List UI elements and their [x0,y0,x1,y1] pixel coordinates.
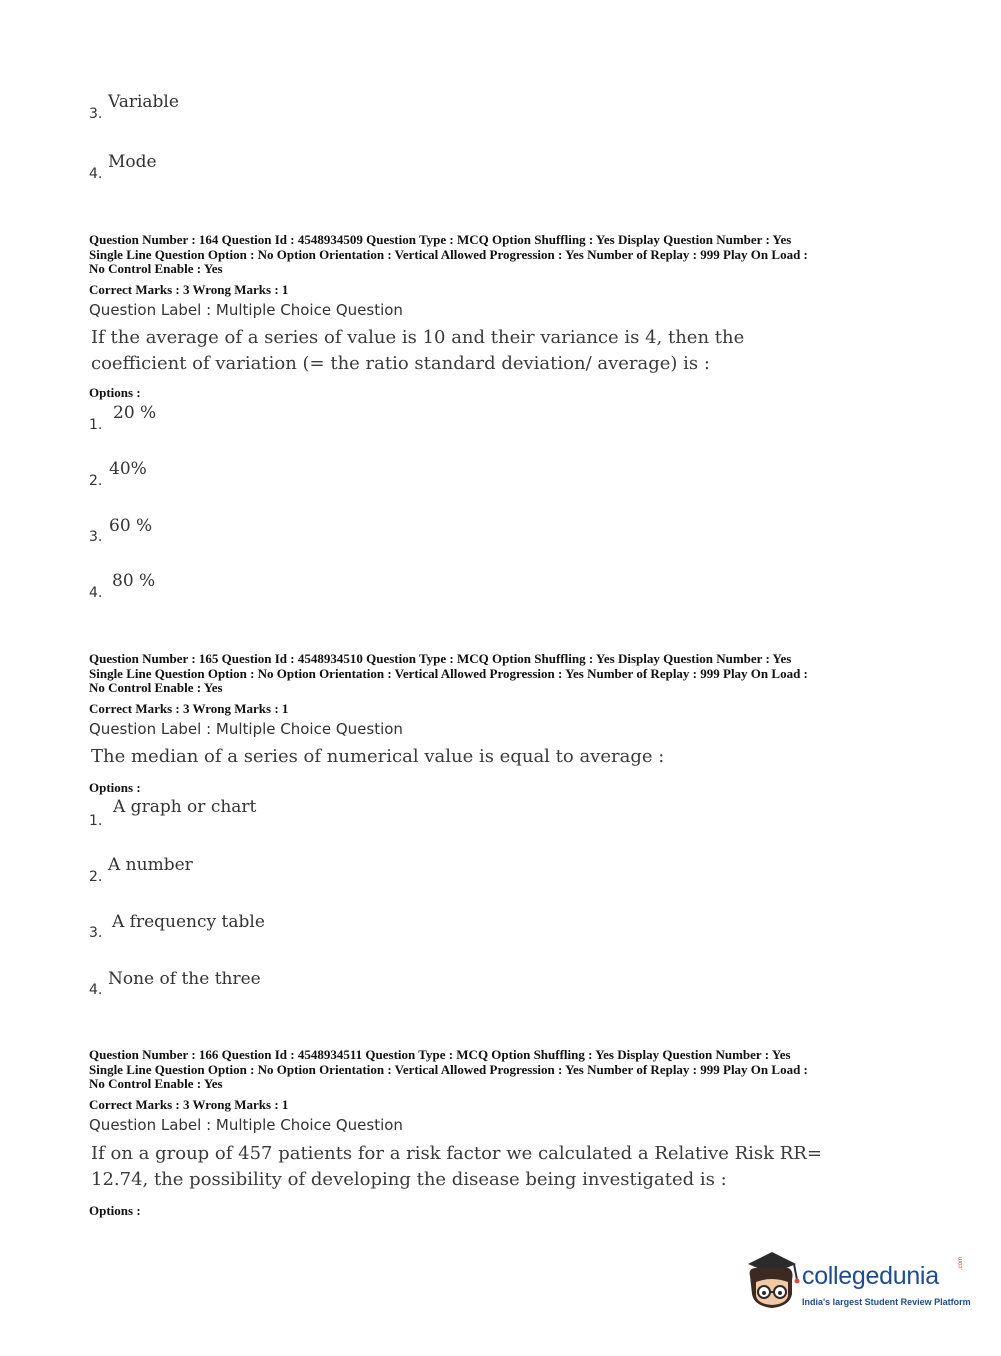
meta-line: No Control Enable : Yes [89,680,223,695]
option-text: Mode [108,152,157,172]
meta-line: Single Line Question Option : No Option Orientation : Vertical Allowed Progression : Yes Number of Replay : 999 Play On Load : [89,665,808,681]
question-text [91,325,744,377]
collegedunia-logo[interactable] [742,1250,971,1315]
option-number: 3. [89,529,103,545]
options-header: Options : [89,780,141,795]
option-number: 4. [89,982,103,998]
option-text: 60 % [109,516,153,536]
question-text-line: If on a group of 457 patients for a risk factor we calculated a Relative Risk RR= [91,1143,822,1164]
meta-line: Question Number : 165 Question Id : 4548934510 Question Type : MCQ Option Shuffling : Yes Display Question Number : Yes [89,651,792,666]
question-text-line: coefficient of variation (= the ratio standard deviation/ average) is : [91,353,710,374]
option-text: None of the three [108,969,261,989]
logo-name: collegedunia [802,1262,939,1290]
question-meta [89,1048,919,1092]
option-text: A number [108,855,193,875]
option-number: 1. [89,813,103,829]
question-text-line: The median of a series of numerical value is equal to average : [91,746,665,767]
option-number: 2. [89,473,103,489]
option-number: 3. [89,925,103,941]
question-meta [89,652,919,696]
option-text: Variable [108,92,179,112]
option-text: 40% [109,459,147,479]
meta-line: Single Line Question Option : No Option Orientation : Vertical Allowed Progression : Yes Number of Replay : 999 Play On Load : [89,246,808,262]
logo-com: .com [958,1256,964,1270]
option-number: 4. [89,585,103,601]
question-label: Question Label : Multiple Choice Question [89,1116,403,1134]
option-number: 2. [89,869,103,885]
question-text [91,744,664,770]
option-text: A graph or chart [113,797,257,817]
question-text [91,1141,822,1193]
option-number: 1. [89,417,103,433]
question-marks: Correct Marks : 3 Wrong Marks : 1 [89,701,289,716]
option-text: A frequency table [112,912,265,932]
meta-line: No Control Enable : Yes [89,1076,223,1091]
option-number: 3. [89,106,103,122]
question-text-line: If the average of a series of value is 10 and their variance is 4, then the [91,327,745,348]
question-label: Question Label : Multiple Choice Question [89,720,403,738]
mascot-icon [742,1250,800,1312]
question-marks: Correct Marks : 3 Wrong Marks : 1 [89,282,289,297]
question-marks: Correct Marks : 3 Wrong Marks : 1 [89,1097,289,1112]
meta-line: Single Line Question Option : No Option Orientation : Vertical Allowed Progression : Yes Number of Replay : 999 Play On Load : [89,1061,808,1077]
option-text: 80 % [112,571,156,591]
logo-tagline: India's largest Student Review Platform [802,1297,971,1307]
question-meta [89,233,919,277]
option-number: 4. [89,166,103,182]
options-header: Options : [89,1203,141,1218]
options-header: Options : [89,385,141,400]
option-text: 20 % [113,403,157,423]
meta-line: Question Number : 164 Question Id : 4548934509 Question Type : MCQ Option Shuffling : Yes Display Question Number : Yes [89,232,792,247]
question-text-line: 12.74, the possibility of developing the disease being investigated is : [91,1169,727,1190]
question-label: Question Label : Multiple Choice Question [89,301,403,319]
meta-line: Question Number : 166 Question Id : 4548934511 Question Type : MCQ Option Shuffling : Yes Display Question Number : Yes [89,1047,791,1062]
meta-line: No Control Enable : Yes [89,261,223,276]
